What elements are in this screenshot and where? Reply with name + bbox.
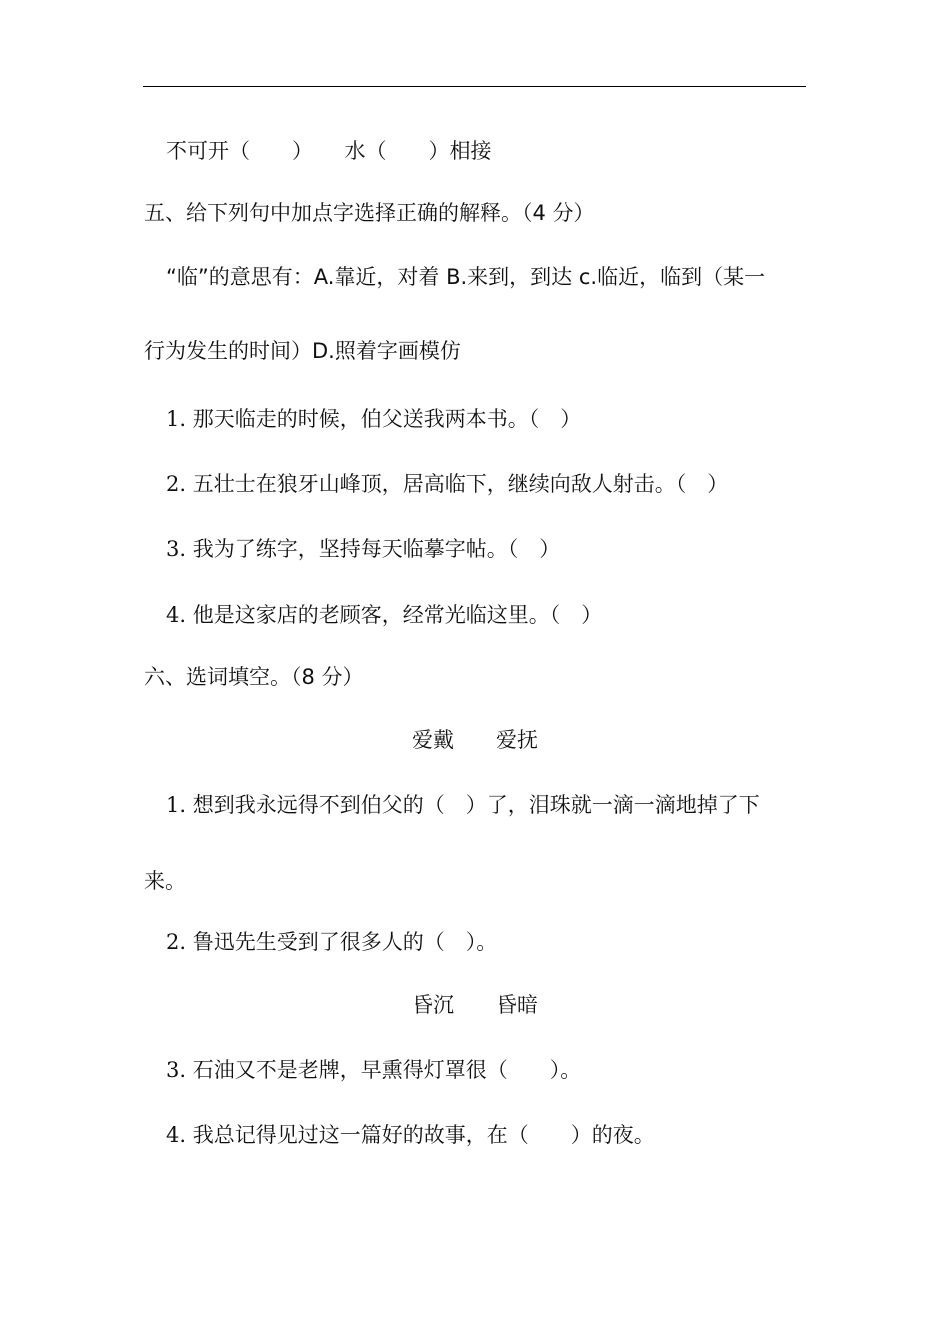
word-options-group2: 昏沉 昏暗	[412, 993, 538, 1017]
section6-item-4: 4. 我总记得见过这一篇好的故事，在（ ）的夜。	[166, 1123, 655, 1147]
section5-heading: 五、给下列句中加点字选择正确的解释。（4 分）	[144, 201, 595, 225]
section6-item-3: 3. 石油又不是老牌，早熏得灯罩很（ ）。	[166, 1058, 582, 1082]
section6-heading: 六、选词填空。（8 分）	[144, 665, 364, 689]
section5-item-3: 3. 我为了练字，坚持每天临摹字帖。（ ）	[166, 537, 561, 561]
section5-item-4: 4. 他是这家店的老顾客，经常光临这里。（ ）	[166, 603, 603, 627]
section6-item-1: 1. 想到我永远得不到伯父的（ ）了，泪珠就一滴一滴地掉了下	[166, 793, 760, 817]
section6-item-1-continued: 来。	[144, 869, 186, 893]
section5-definitions-line2: 行为发生的时间）D.照着字画模仿	[144, 339, 461, 363]
section5-definitions-line1: “临”的意思有：A.靠近，对着 B.来到，到达 c.临近，临到（某一	[166, 265, 766, 289]
section5-item-1: 1. 那天临走的时候，伯父送我两本书。（ ）	[166, 407, 582, 431]
header-rule	[143, 86, 806, 87]
word-options-group1: 爱戴 爱抚	[412, 728, 538, 752]
continuation-line: 不可开（ ） 水（ ）相接	[166, 139, 492, 163]
section5-item-2: 2. 五壮士在狼牙山峰顶，居高临下，继续向敌人射击。（ ）	[166, 472, 729, 496]
section6-item-2: 2. 鲁迅先生受到了很多人的（ ）。	[166, 930, 498, 954]
